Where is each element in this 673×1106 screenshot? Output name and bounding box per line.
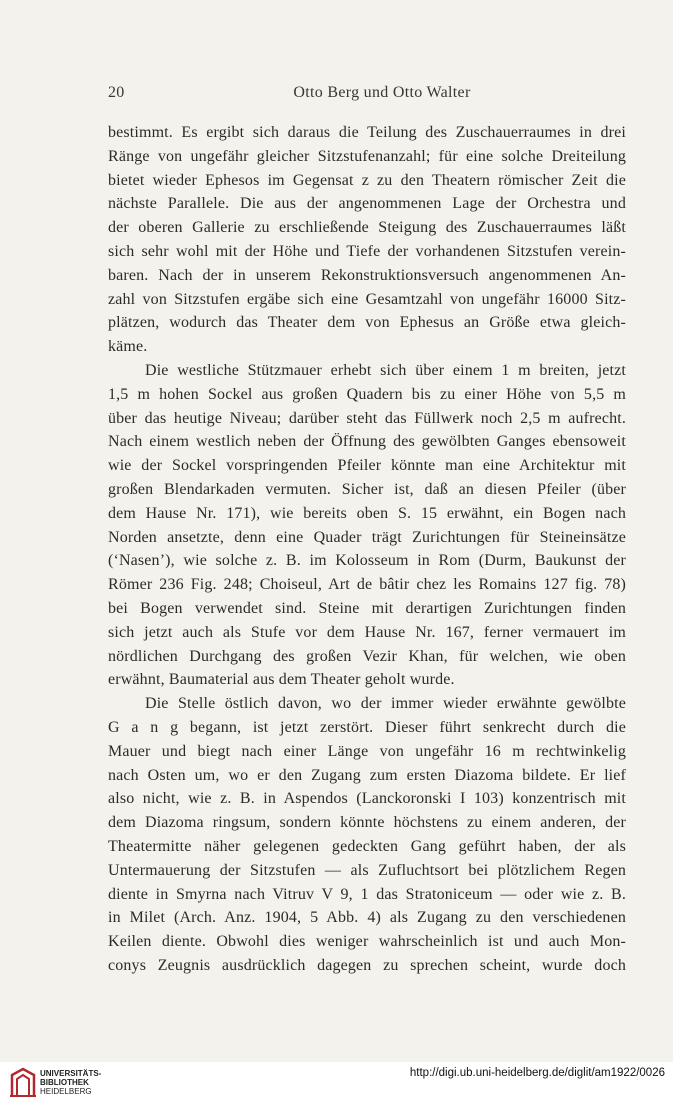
text-line: bei Bogen verwendet sind. Steine mit derartigen Zurichtungen finden (108, 599, 626, 617)
text-line: (‘Nasen’), wie solche z. B. im Kolosseum in Rom (Durm, Baukunst der (108, 552, 626, 570)
text-line: Römer 236 Fig. 248; Choiseul, Art de bâtir chez les Romains 127 fig. 78) (108, 576, 626, 594)
text-line: Ränge von ungefähr gleicher Sitzstufenanzahl; für eine solche Dreiteilung (108, 147, 626, 165)
text-line: bestimmt. Es ergibt sich daraus die Teilung des Zuschauerraumes in drei (108, 124, 626, 141)
source-url-link[interactable]: http://digi.ub.uni-heidelberg.de/diglit/am1922/0026 (409, 1067, 665, 1079)
text-line: sich jetzt auch als Stufe vor dem Hause Nr. 167, ferner vermauert im (108, 623, 626, 641)
text-line: wie der Sockel vorspringenden Pfeiler könnte man eine Architektur mit (108, 457, 626, 475)
text-line: nächste Parallele. Die aus der angenommenen Lage der Orchestra und (108, 195, 626, 213)
library-name (40, 1069, 101, 1096)
text-line: dem Diazoma ringsum, sondern könnte höchstens zu einem anderen, der (108, 814, 626, 832)
text-line: conys Zeugnis ausdrücklich dagegen zu sprechen scheint, wurde doch (108, 956, 626, 974)
text-line: Nach einem westlich neben der Öffnung des gewölbten Ganges ebensoweit (108, 433, 626, 451)
text-line: also nicht, wie z. B. in Aspendos (Lanckoronski I 103) konzentrisch mit (108, 790, 626, 808)
library-name-line1: UNIVERSITÄTS- (40, 1069, 102, 1078)
running-title: Otto Berg und Otto Walter (293, 84, 471, 101)
text-line: baren. Nach der in unserem Rekonstruktionsversuch angenommenen An- (108, 266, 626, 284)
text-line: plätzen, wodurch das Theater dem von Ephesus an Größe etwa gleich- (108, 314, 626, 332)
library-name-line2: BIBLIOTHEK (40, 1078, 89, 1087)
text-line: großen Blendarkaden vermuten. Sicher ist, daß an diesen Pfeiler (über (108, 480, 626, 498)
body-text (108, 121, 626, 978)
text-line: bietet wieder Ephesos im Gegensat z zu den Theatern römischer Zeit die (108, 171, 626, 189)
text-line: zahl von Sitzstufen ergäbe sich eine Gesamtzahl von ungefähr 16000 Sitz- (108, 290, 626, 308)
library-logo-icon (8, 1067, 38, 1099)
text-line: über das heutige Niveau; darüber steht das Füllwerk noch 2,5 m aufrecht. (108, 409, 626, 427)
library-name-line3: HEIDELBERG (40, 1087, 92, 1096)
text-line: Die westliche Stützmauer erhebt sich über einem 1 m breiten, jetzt (145, 361, 626, 379)
text-line: Norden ansetzte, denn eine Quader trägt Zurichtungen für Steineinsätze (108, 528, 626, 546)
page-header (108, 84, 626, 108)
text-line: erwähnt, Baumaterial aus dem Theater geholt wurde. (108, 671, 455, 689)
text-line: Mauer und biegt nach einer Länge von ungefähr 16 m rechtwinkelig (108, 742, 626, 760)
page-number: 20 (108, 84, 125, 101)
text-line: nördlichen Durchgang des großen Vezir Khan, für welchen, wie oben (108, 647, 626, 665)
text-line: Die Stelle östlich davon, wo der immer wieder erwähnte gewölbte (145, 695, 626, 713)
text-line: G a n g begann, ist jetzt zerstört. Dieser führt senkrecht durch die (108, 718, 626, 736)
text-line: dem Hause Nr. 171), wie bereits oben S. 15 erwähnt, ein Bogen nach (108, 504, 626, 522)
text-line: in Milet (Arch. Anz. 1904, 5 Abb. 4) als Zugang zu den verschiedenen (108, 909, 626, 927)
text-line: diente in Smyrna nach Vitruv V 9, 1 das Stratoniceum — oder wie z. B. (108, 885, 626, 903)
text-line: 1,5 m hohen Sockel aus großen Quadern bis zu einer Höhe von 5,5 m (108, 385, 626, 403)
text-line: Keilen diente. Obwohl dies weniger wahrscheinlich ist und auch Mon- (108, 933, 626, 951)
text-line: der oberen Gallerie zu erschließende Steigung des Zuschauerraumes läßt (108, 219, 626, 237)
text-line: Theatermitte näher gelegenen gedeckten Gang geführt haben, der als (108, 837, 626, 855)
text-line: käme. (108, 338, 148, 356)
digitization-footer (0, 1062, 673, 1106)
text-line: Untermauerung der Sitzstufen — als Zufluchtsort bei plötzlichem Regen (108, 861, 626, 879)
text-line: nach Osten um, wo er den Zugang zum ersten Diazoma bildete. Er lief (108, 766, 626, 784)
text-line: sich sehr wohl mit der Höhe und Tiefe der vorhandenen Sitzstufen verein- (108, 242, 626, 260)
